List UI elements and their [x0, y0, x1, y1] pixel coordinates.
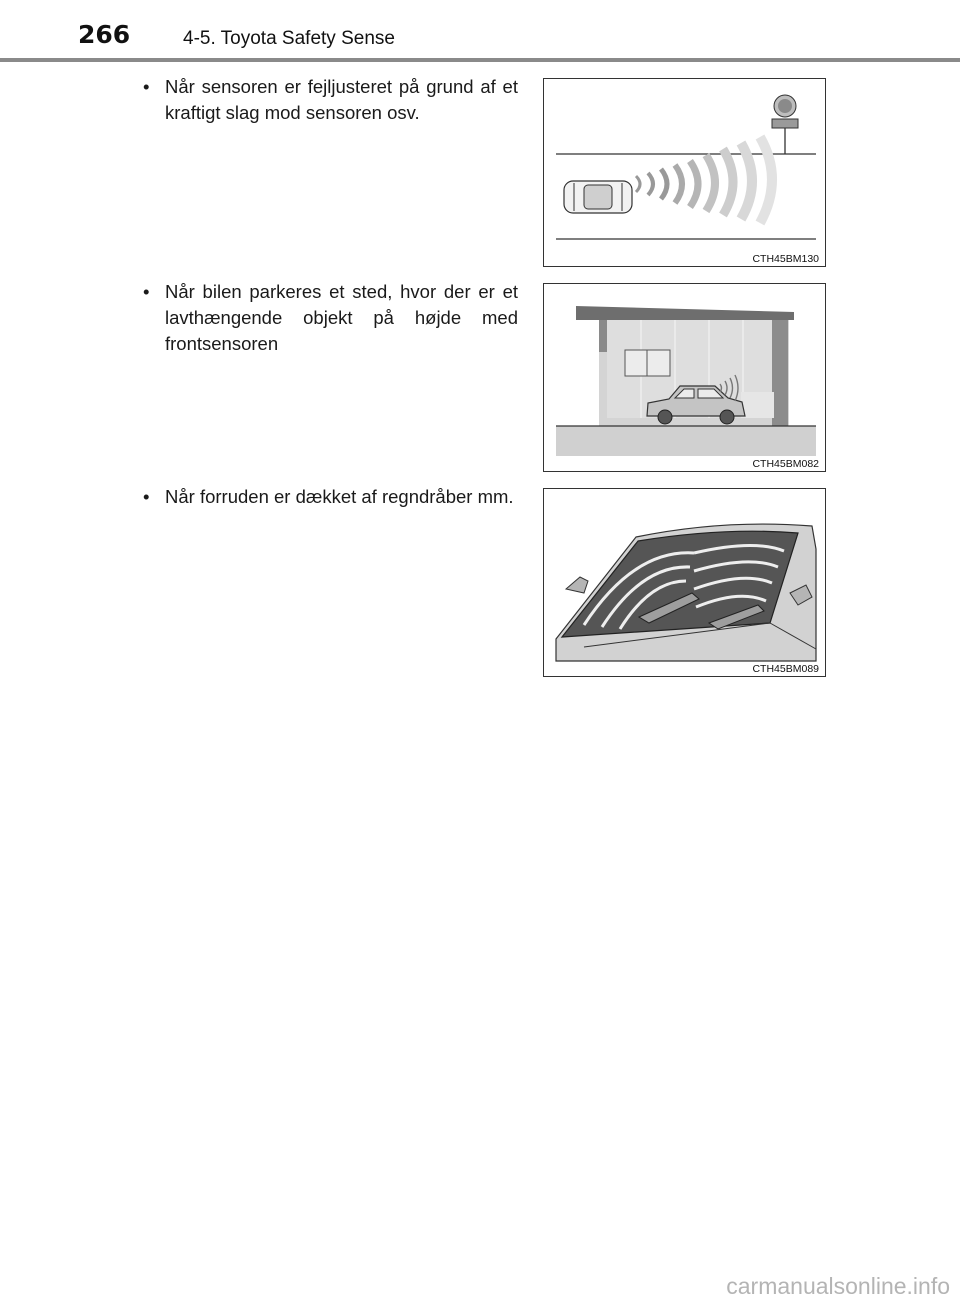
- bullet: •: [143, 76, 150, 97]
- watermark: carmanualsonline.info: [726, 1273, 950, 1299]
- illustration-car-under-overhang: [544, 284, 826, 472]
- figure-low-overhang: [543, 283, 826, 472]
- illustration-windshield-raindrops: [544, 489, 826, 677]
- item-text: Når forruden er dækket af regndråber mm.: [165, 486, 514, 507]
- bullet: •: [143, 486, 150, 507]
- item-text: Når bilen parkeres et sted, hvor der er et lavthængende objekt på højde med frontsensoren: [165, 281, 518, 354]
- list-item: [143, 74, 518, 126]
- figure-code: CTH45BM089: [752, 663, 819, 675]
- page-header: [0, 0, 960, 62]
- illustration-car-radar-sign: [544, 79, 826, 267]
- figure-code: CTH45BM082: [752, 458, 819, 470]
- figure-code: CTH45BM130: [752, 253, 819, 265]
- figure-misaligned-sensor: [543, 78, 826, 267]
- list-item: [143, 484, 518, 510]
- item-text: Når sensoren er fejljusteret på grund af et kraftigt slag mod sensoren osv.: [165, 76, 518, 123]
- figure-rain-windshield: [543, 488, 826, 677]
- list-item: [143, 279, 518, 357]
- page-number: 266: [78, 20, 131, 49]
- header-rule: [0, 58, 960, 62]
- section-title: 4-5. Toyota Safety Sense: [183, 28, 395, 49]
- bullet: •: [143, 281, 150, 302]
